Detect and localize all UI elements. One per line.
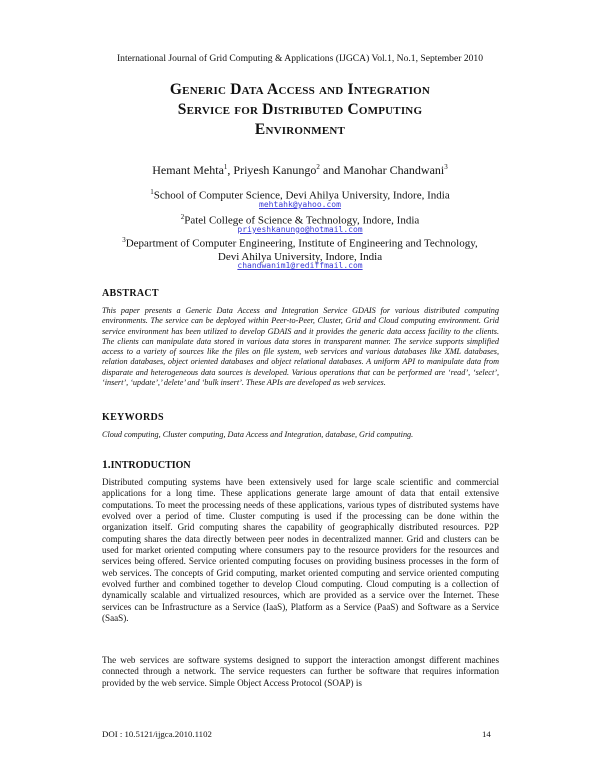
affiliation-sup: 3	[122, 236, 126, 244]
author-name: Manohar Chandwani	[343, 163, 445, 177]
author-name: Hemant Mehta	[152, 163, 224, 177]
author-separator: and	[319, 163, 344, 177]
title-line-3: Environment	[254, 121, 346, 138]
affiliation-text: School of Computer Science, Devi Ahilya University, Indore, India	[153, 189, 450, 202]
section-title: INTRODUCTION	[110, 460, 191, 471]
author-list	[0, 163, 600, 178]
email-link[interactable]: mehtahk@yahoo.com	[259, 200, 341, 209]
keywords-body: Cloud computing, Cluster computing, Data Access and Integration, database, Grid computing.	[102, 430, 414, 439]
author-name: Priyesh Kanungo	[233, 163, 317, 177]
title-line-1: Generic Data Access and Integration	[169, 81, 431, 98]
paper-title	[90, 80, 510, 140]
title-line-2: Service for Distributed Computing	[177, 101, 423, 118]
section-heading-introduction	[102, 459, 191, 471]
author-sup: 1	[223, 163, 228, 171]
abstract-body: This paper presents a Generic Data Access and Integration Service GDAIS for various distributed computing environments. The service can be deployed within Peer-to-Peer, Cluster, Grid and Cloud computing environment. Grid service environment has been utilized to develop GDAIS and it provides the generic data access facility to the clients. The clients can manipulate data stored in various data stores in transparent manner. The service supports simplified access to a variety of sources like the files on file system, web services and various databases like XML databases, relation databases, object oriented databases and object relational databases. A uniform API to manipulate data from disparate and heterogeneous data sources is developed. Various operations that can be performed are ‘read’, ‘select’, ‘insert’, ‘update’,’ delete’ and ‘bulk insert’. These APIs are developed as web services.	[102, 306, 499, 388]
keywords-heading: KEYWORDS	[102, 412, 164, 423]
author-sup: 3	[444, 163, 448, 171]
affiliation-sup: 1	[150, 188, 154, 196]
affiliation-text: Patel College of Science & Technology, Indore, India	[184, 214, 420, 227]
email-link[interactable]: chandwanim1@rediffmail.com	[237, 261, 363, 270]
affiliation-sup: 2	[180, 213, 185, 221]
affiliation-3	[0, 234, 600, 264]
intro-paragraph-2: The web services are software systems designed to support the interaction amongst different machines connected through a network. The service requesters can further be software that requires information provided by the web service. Simple Object Access Protocol (SOAP) is	[102, 655, 499, 688]
email-link[interactable]: priyeshkanungo@hotmail.com	[237, 225, 363, 234]
footer-doi: DOI : 10.5121/ijgca.2010.1102	[102, 729, 212, 739]
page-number: 14	[482, 729, 491, 739]
affiliation-text: Department of Computer Engineering, Institute of Engineering and Technology,	[125, 237, 478, 250]
author-separator: ,	[227, 163, 234, 177]
affiliation-text-line2: Devi Ahilya University, Indore, India	[217, 250, 383, 263]
abstract-heading: ABSTRACT	[102, 288, 159, 299]
running-head: International Journal of Grid Computing & Applications (IJGCA) Vol.1, No.1, September 2010	[116, 53, 484, 64]
author-sup: 2	[316, 163, 320, 171]
intro-paragraph-1: Distributed computing systems have been extensively used for large scale scientific and commercial applications for a long time. These applications generate large amount of data that entail extensive computations. To meet the processing needs of these applications, various types of distributed systems have evolved over a period of time. Cluster computing is used if the processing can be done within the organization itself. Grid computing shares the capability of geographically distributed resources. P2P computing shares the data directly between peer nodes in decentralized manner. Grid and clusters can be used for market oriented computing where consumers pay to the resource providers for the resources and services being offered. Service oriented computing focuses on providing business processes in the form of web services. The concepts of Grid computing, market oriented computing and service oriented computing evolved further and combined together to develop Cloud computing. Cloud computing is a collection of dynamically scalable and virtualized resources, which are provided as a service over the Internet. These services can be Infrastructure as a Service (IaaS), Platform as a Service (PaaS) and Software as a Service (SaaS).	[102, 477, 499, 624]
section-number: 1.	[102, 459, 111, 471]
